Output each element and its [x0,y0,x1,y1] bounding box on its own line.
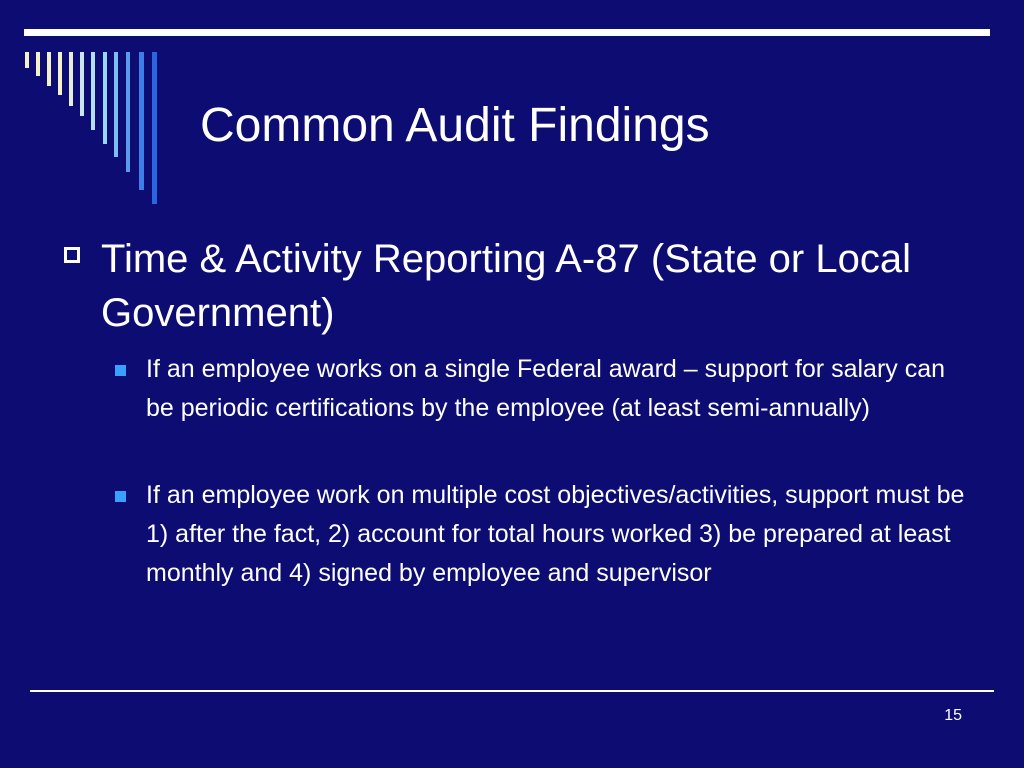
page-number: 15 [944,707,962,724]
square-bullet-icon [115,365,126,376]
decorative-stripes [0,0,180,210]
slide-title: Common Audit Findings [200,99,710,152]
main-bullet-text: Time & Activity Reporting A-87 (State or Local Government) [101,237,911,335]
bottom-rule [30,690,994,692]
hollow-square-bullet-icon [64,247,80,263]
sub-bullet-text-1: If an employee works on a single Federal award – support for salary can be periodic certifications by the employee (at least semi-annually) [146,355,946,422]
sub-bullet-text-2: If an employee work on multiple cost objectives/activities, support must be 1) after the fact, 2) account for total hours worked 3) be prepared at least monthly and 4) signed by employee and supervisor [146,481,965,587]
square-bullet-icon [115,491,126,502]
